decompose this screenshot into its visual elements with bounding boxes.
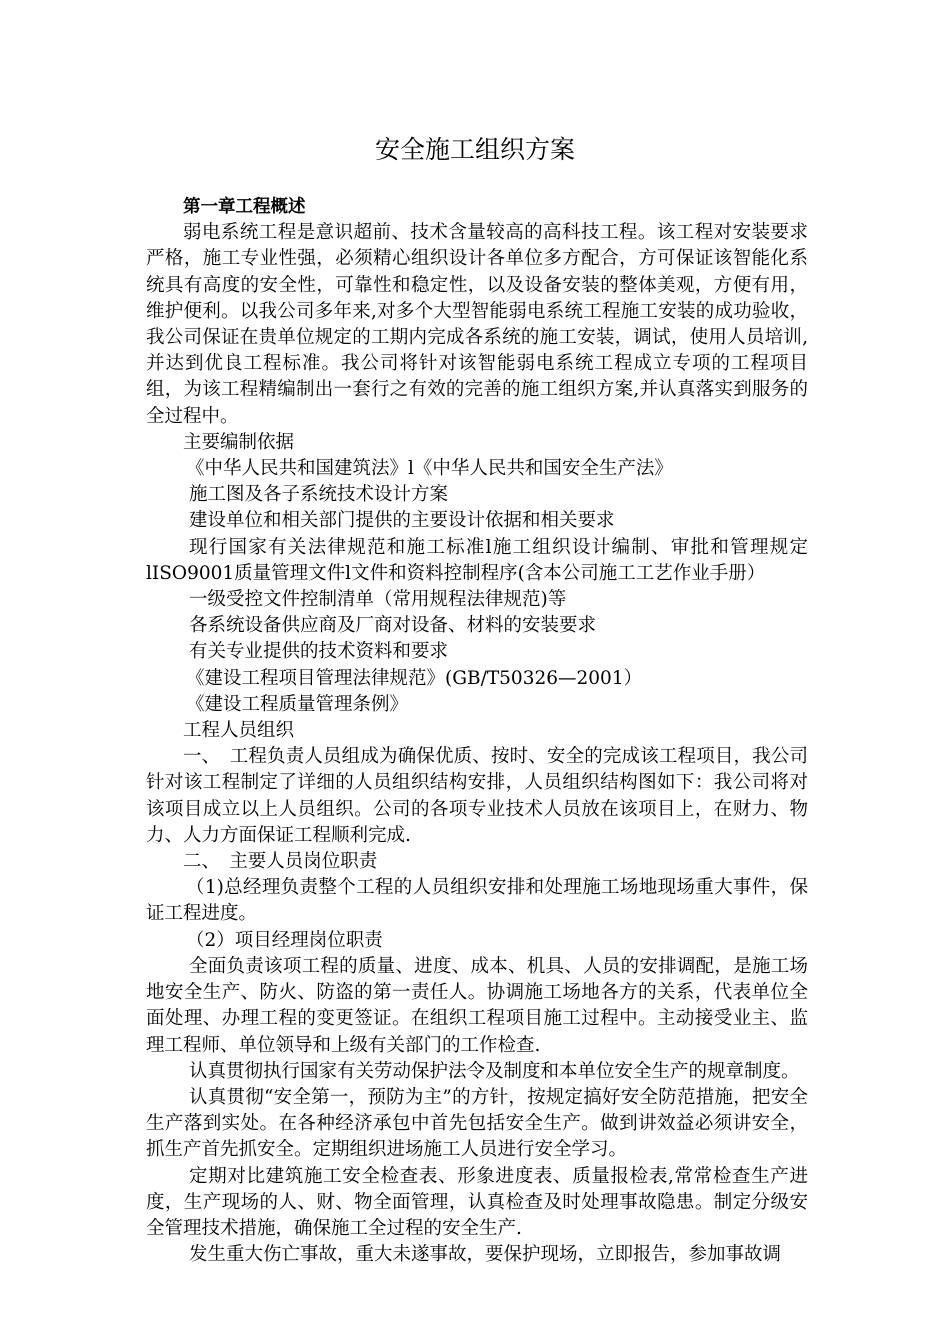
chapter-heading: 第一章工程概述 — [183, 197, 306, 217]
paragraph: 全面负责该项工程的质量、进度、成本、机具、人员的安排调配，是施工场地安全生产、防火、防盗的第一责任人。协调施工场地各方的关系，代表单位全面处理、办理工程的变更签证。在组织工程项目施工过程中。主动接受业主、监理工程师、单位领导和上级有关部门的工作检查. — [146, 955, 808, 1056]
paragraph: 建设单位和相关部门提供的主要设计依据和相关要求 — [189, 510, 615, 532]
paragraph: 工程人员组织 — [183, 720, 295, 742]
paragraph: 现行国家有关法律规范和施工标准l施工组织设计编制、审批和管理规定lISO9001质量管理文件l文件和资料控制程序(含本公司施工工艺作业手册） — [146, 536, 808, 584]
paragraph: 《中华人民共和国建筑法》l《中华人民共和国安全生产法》 — [186, 458, 673, 480]
paragraph: 定期对比建筑施工安全检查表、形象进度表、质量报检表,常常检查生产进度，生产现场的人、财、物全面管理，认真检查及时处理事故隐患。制定分级安全管理技术措施，确保施工全过程的安全生产. — [146, 1165, 808, 1239]
paragraph: 一级受控文件控制清单（常用规程法律规范)等 — [189, 589, 567, 611]
paragraph: （2）项目经理岗位职责 — [186, 929, 383, 951]
paragraph: 弱电系统工程是意识超前、技术含量较高的高科技工程。该工程对安装要求严格，施工专业性强，必须精心组织设计各单位多方配合，方可保证该智能化系统具有高度的安全性，可靠性和稳定性，以及设备安装的整体美观，方便有用，维护便利。以我公司多年来,对多个大型智能弱电系统工程施工安装的成功验收，我公司保证在贵单位规定的工期内完成各系统的施工安装，调试，使用人员培训,并达到优良工程标准。我公司将针对该智能弱电系统工程成立专项的工程项目组，为该工程精编制出一套行之有效的完善的施工组织方案,并认真落实到服务的全过程中。 — [146, 222, 808, 427]
paragraph: （1)总经理负责整个工程的人员组织安排和处理施工场地现场重大事件，保证工程进度。 — [146, 877, 808, 925]
paragraph: 《建设工程质量管理条例》 — [186, 693, 409, 715]
paragraph: 《建设工程项目管理法律规范》(GB/T50326—2001） — [186, 667, 643, 689]
paragraph: 一、 工程负责人员组成为确保优质、按时、安全的完成该工程项目，我公司针对该工程制定了详细的人员组织结构安排，人员组织结构图如下：我公司将对该项目成立以上人员组织。公司的各项专业技术人员放在该项目上，在财力、物力、人力方面保证工程顺利完成. — [146, 746, 808, 846]
document-body — [146, 194, 808, 1268]
paragraph: 发生重大伤亡事故，重大未遂事故，要保护现场，立即报告，参加事故调 — [189, 1244, 782, 1266]
paragraph: 各系统设备供应商及厂商对设备、材料的安装要求 — [189, 615, 597, 637]
paragraph: 二、 主要人员岗位职责 — [183, 851, 378, 873]
paragraph: 主要编制依据 — [183, 431, 295, 453]
paragraph: 有关专业提供的技术资料和要求 — [189, 641, 449, 663]
paragraph: 认真贯彻执行国家有关劳动保护法令及制度和本单位安全生产的规章制度。 — [189, 1060, 800, 1082]
document-title: 安全施工组织方案 — [374, 135, 575, 164]
paragraph: 施工图及各子系统技术设计方案 — [189, 484, 449, 506]
paragraph: 认真贯彻“安全第一，预防为主”的方针，按规定搞好安全防范措施，把安全生产落到实处。在各种经济承包中首先包括安全生产。做到讲效益必须讲安全，抓生产首先抓安全。定期组织进场施工人员进行安全学习。 — [146, 1086, 808, 1161]
